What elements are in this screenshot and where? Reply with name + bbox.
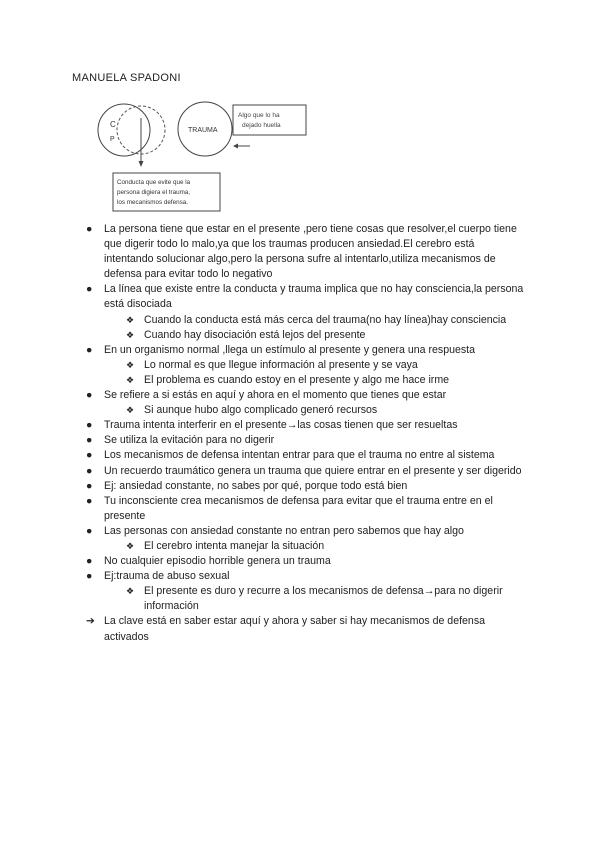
huella-arrow-head xyxy=(233,144,238,149)
conducta-line-1: Conducta que evite que la xyxy=(117,179,191,186)
diamond-marker: ❖ xyxy=(126,540,135,551)
list-item: ● Se refiere a si estás en aquí y ahora en el momento que tienes que estar xyxy=(86,388,526,403)
huella-line-1: Algo que lo ha xyxy=(238,112,280,119)
bullet-marker: ● xyxy=(86,570,93,583)
diamond-marker: ❖ xyxy=(126,374,135,385)
list-item: ● Trauma intenta interferir en el presente→las cosas tienen que ser resueltas xyxy=(86,418,526,433)
conducta-arrow-head xyxy=(139,161,144,167)
circle-letter-p: P xyxy=(110,136,115,143)
sub-list-item: ❖ El problema es cuando estoy en el presente y algo me hace irme xyxy=(86,373,526,388)
list-item: ● La línea que existe entre la conducta y trauma implica que no hay consciencia,la persona está disociada xyxy=(86,283,524,311)
bullet-marker: ● xyxy=(86,464,93,477)
diamond-marker: ❖ xyxy=(126,359,135,370)
list-item: ● No cualquier episodio horrible genera un trauma xyxy=(86,554,526,569)
list-item: ● Ej: ansiedad constante, no sabes por qué, porque todo está bien xyxy=(86,479,526,494)
sub-list-item: ❖ Si aunque hubo algo complicado generó recursos xyxy=(86,403,526,418)
huella-box xyxy=(233,105,306,135)
list-item: ● En un organismo normal ,llega un estímulo al presente y genera una respuesta xyxy=(86,343,526,358)
list-item: ● Las personas con ansiedad constante no entran pero sabemos que hay algo xyxy=(86,524,526,539)
list-item: ● Ej:trauma de abuso sexual xyxy=(86,569,526,584)
diamond-marker: ❖ xyxy=(126,314,135,325)
bullet-marker: ● xyxy=(86,434,93,447)
bullet-marker: ● xyxy=(86,479,93,492)
sub-list-item: ❖ Cuando la conducta está más cerca del trauma(no hay línea)hay consciencia xyxy=(86,313,526,328)
bullet-marker: ● xyxy=(86,524,93,537)
author-name: MANUELA SPADONI xyxy=(72,72,181,84)
arrow-right-icon: ➔ xyxy=(86,615,95,628)
bullet-marker: ● xyxy=(86,223,93,235)
bullet-marker: ● xyxy=(86,283,93,296)
sub-list-item: ❖ El cerebro intenta manejar la situación xyxy=(86,539,526,554)
bullet-marker: ● xyxy=(86,449,93,462)
bullet-marker: ● xyxy=(86,419,93,432)
list-item: ● Los mecanismos de defensa intentan entrar para que el trauma no entre al sistema xyxy=(86,448,526,463)
sub-list-item: ❖ Cuando hay disociación está lejos del presente xyxy=(86,328,526,343)
bullet-marker: ● xyxy=(86,494,93,507)
diamond-marker: ❖ xyxy=(126,329,135,340)
trauma-diagram xyxy=(0,0,600,220)
conducta-line-2: persona digiera el trauma, xyxy=(117,189,191,196)
trauma-label: TRAUMA xyxy=(188,127,218,134)
bullet-marker: ● xyxy=(86,555,93,568)
list-item: ● Se utiliza la evitación para no digerir xyxy=(86,433,526,448)
notes-list xyxy=(86,222,526,645)
conducta-circle xyxy=(98,104,150,156)
circle-letter-c: C xyxy=(110,120,116,129)
list-item: ● Tu inconsciente crea mecanismos de defensa para evitar que el trauma entre en el presente xyxy=(86,494,493,522)
diamond-marker: ❖ xyxy=(126,586,135,597)
list-item: ● La persona tiene que estar en el presente ,pero tiene cosas que resolver,el cuerpo tiene que digerir todo lo malo,ya que los traumas producen ansiedad.El cerebro está intentando solucionar algo,pero la persona sufre al intentarlo,utiliza mecanismos de defensa para evitar todo lo negativo xyxy=(86,223,517,281)
conducta-line-3: los mecanismos defensa. xyxy=(117,199,189,206)
sub-list-item: ❖ El presente es duro y recurre a los mecanismos de defensa→para no digerir información xyxy=(126,585,503,613)
huella-line-2: dejado huella xyxy=(242,122,281,129)
conclusion-item: ➔ La clave está en saber estar aquí y ahora y saber si hay mecanismos de defensa activados xyxy=(86,615,486,643)
sub-list-item: ❖ Lo normal es que llegue información al presente y se vaya xyxy=(86,358,526,373)
list-item: ● Un recuerdo traumático genera un trauma que quiere entrar en el presente y ser digerido xyxy=(86,464,526,479)
bullet-marker: ● xyxy=(86,389,93,402)
diamond-marker: ❖ xyxy=(126,405,135,416)
bullet-marker: ● xyxy=(86,343,93,356)
